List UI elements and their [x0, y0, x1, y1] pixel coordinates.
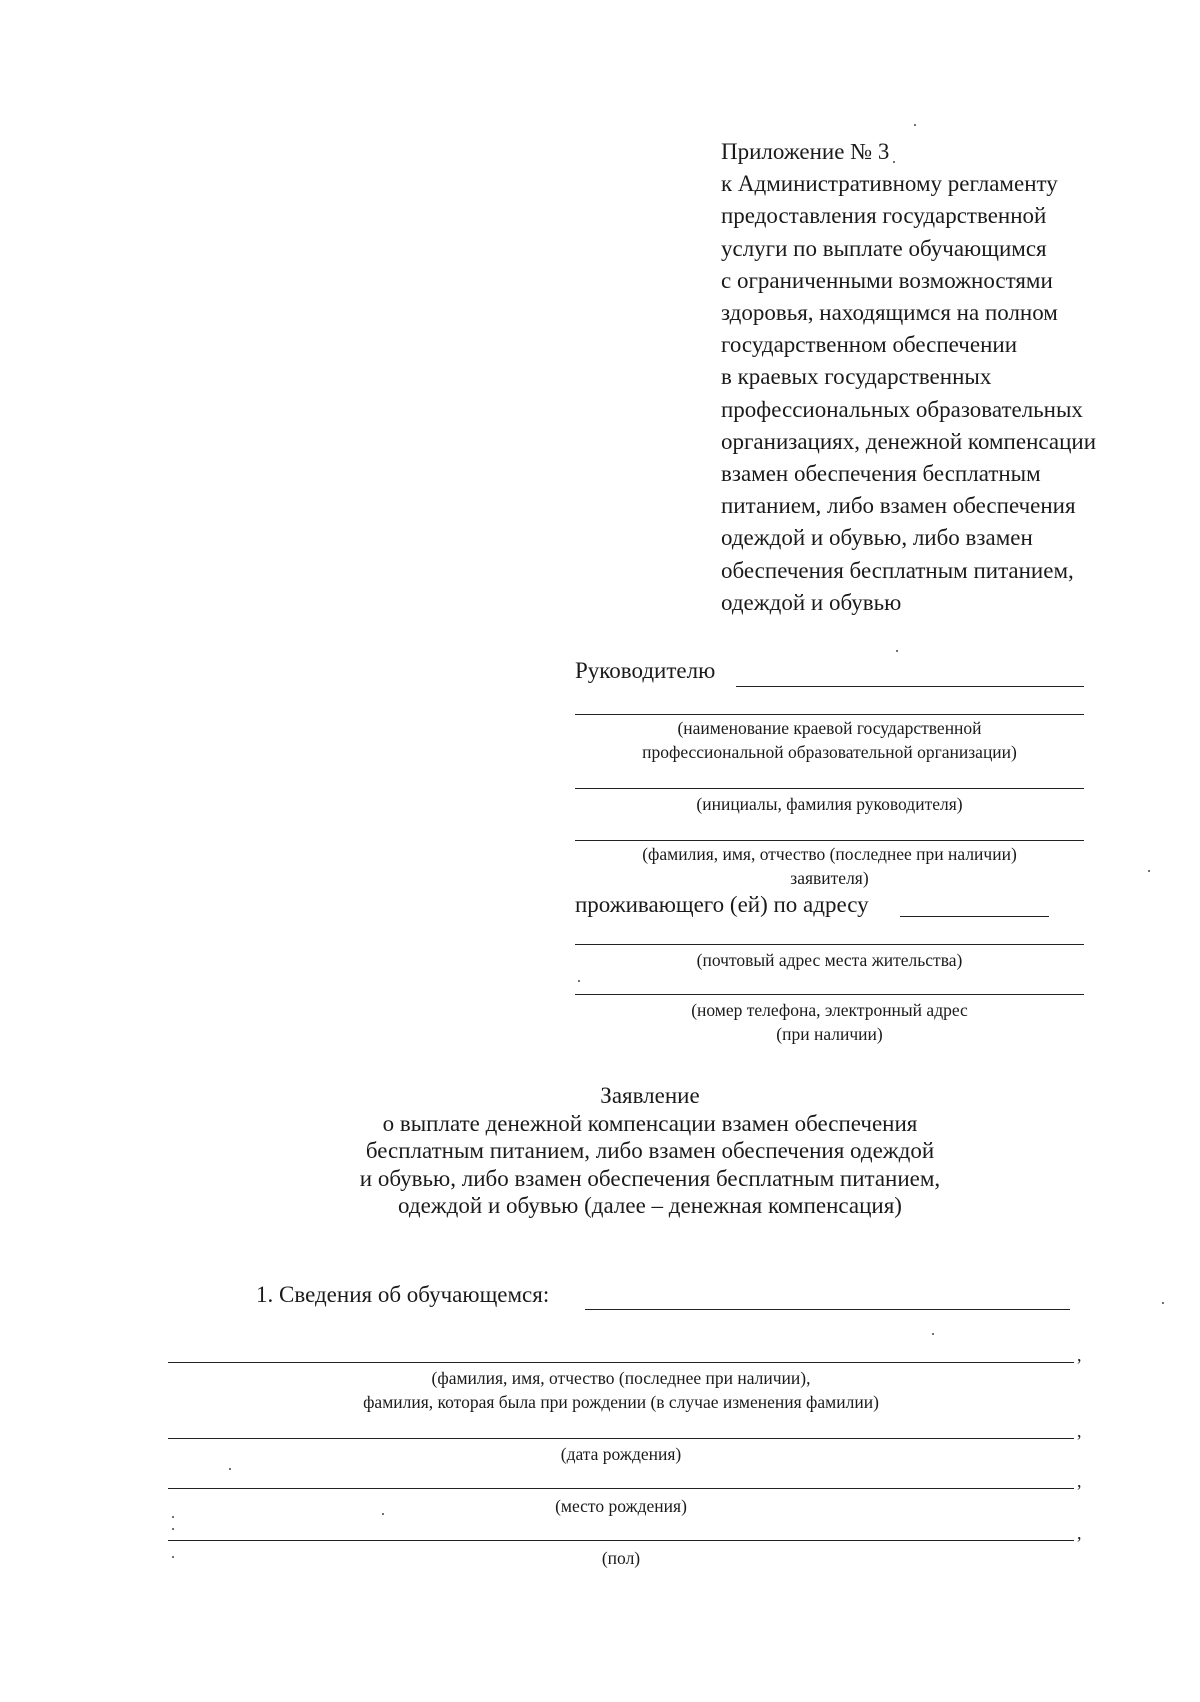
scan-speck — [229, 1468, 231, 1470]
scan-speck — [382, 1513, 384, 1515]
postal-caption: (почтовый адрес места жительства) — [696, 950, 963, 970]
title-line: одеждой и обувью (далее – денежная компенсация) — [398, 1193, 902, 1218]
line-comma: , — [1077, 1523, 1082, 1543]
line-comma: , — [1077, 1471, 1082, 1491]
birth-date-field[interactable] — [168, 1438, 1074, 1439]
scan-speck — [896, 650, 898, 652]
appendix-line: одеждой и обувью — [721, 589, 902, 615]
appendix-line: Приложение № 3 — [721, 139, 890, 164]
appendix-line: предоставления государственной — [721, 203, 1047, 229]
scan-speck — [172, 1556, 174, 1558]
birth-place-caption: (место рождения) — [555, 1496, 687, 1516]
appendix-line: к Административному регламенту — [721, 171, 1058, 197]
appendix-block — [721, 136, 1141, 619]
title-heading: Заявление — [600, 1083, 700, 1108]
student-name-caption-1: (фамилия, имя, отчество (последнее при наличии), — [431, 1368, 811, 1388]
applicant-name-field[interactable] — [575, 840, 1084, 841]
to-head-label: Руководителю — [575, 658, 716, 683]
appendix-line: обеспечения бесплатным питанием, — [721, 557, 1074, 583]
address-label: проживающего (ей) по адресу — [575, 892, 869, 917]
title-line: о выплате денежной компенсации взамен обеспечения — [382, 1110, 918, 1136]
address-line-2-field[interactable] — [575, 944, 1084, 945]
scan-speck — [1162, 1302, 1164, 1304]
appendix-line: здоровья, находящимся на полном — [721, 300, 1058, 326]
appendix-line: взамен обеспечения бесплатным — [721, 461, 1041, 487]
line-comma: , — [1077, 1421, 1082, 1441]
sex-caption: (пол) — [601, 1548, 641, 1568]
org-name-field[interactable] — [575, 714, 1084, 715]
head-name-field[interactable] — [736, 686, 1084, 687]
applicant-caption-2: заявителя) — [790, 868, 869, 888]
appendix-line: профессиональных образовательных — [721, 396, 1083, 422]
appendix-line: одеждой и обувью, либо взамен — [721, 525, 1033, 551]
scan-speck — [172, 1516, 174, 1518]
line-comma: , — [1077, 1345, 1082, 1365]
student-info-field[interactable] — [585, 1309, 1070, 1310]
appendix-line: услуги по выплате обучающимся — [721, 235, 1047, 261]
scan-speck — [578, 980, 580, 982]
contact-caption-2: (при наличии) — [776, 1024, 883, 1044]
address-field[interactable] — [900, 916, 1049, 917]
appendix-line: государственном обеспечении — [721, 332, 1018, 358]
title-line: и обувью, либо взамен обеспечения бесплатным питанием, — [359, 1165, 941, 1191]
title-line: бесплатным питанием, либо взамен обеспечения одеждой — [365, 1138, 935, 1163]
org-caption-2: профессиональной образовательной организации) — [642, 742, 1017, 762]
applicant-caption-1: (фамилия, имя, отчество (последнее при наличии) — [642, 844, 1017, 864]
student-name-caption-2: фамилия, которая была при рождении (в случае изменения фамилии) — [363, 1392, 879, 1412]
appendix-line: организациях, денежной компенсации — [721, 428, 1097, 454]
appendix-line: с ограниченными возможностями — [721, 267, 1053, 293]
application-title — [240, 1082, 1060, 1220]
scan-speck — [172, 1528, 174, 1530]
birth-date-caption: (дата рождения) — [560, 1444, 682, 1464]
contact-field[interactable] — [575, 994, 1084, 995]
appendix-line: питанием, либо взамен обеспечения — [721, 493, 1076, 519]
scan-speck — [932, 1333, 934, 1335]
scan-speck — [914, 124, 916, 126]
org-caption-1: (наименование краевой государственной — [677, 718, 982, 738]
head-initials-field[interactable] — [575, 788, 1084, 789]
student-name-field[interactable] — [168, 1362, 1074, 1363]
head-caption: (инициалы, фамилия руководителя) — [696, 794, 963, 814]
birth-place-field[interactable] — [168, 1488, 1074, 1489]
sex-field[interactable] — [168, 1540, 1074, 1541]
scan-speck — [893, 161, 895, 163]
appendix-line: в краевых государственных — [721, 364, 992, 390]
contact-caption-1: (номер телефона, электронный адрес — [691, 1000, 968, 1020]
scan-speck — [1148, 870, 1150, 872]
section-1-heading: 1. Сведения об обучающемся: — [256, 1282, 550, 1307]
